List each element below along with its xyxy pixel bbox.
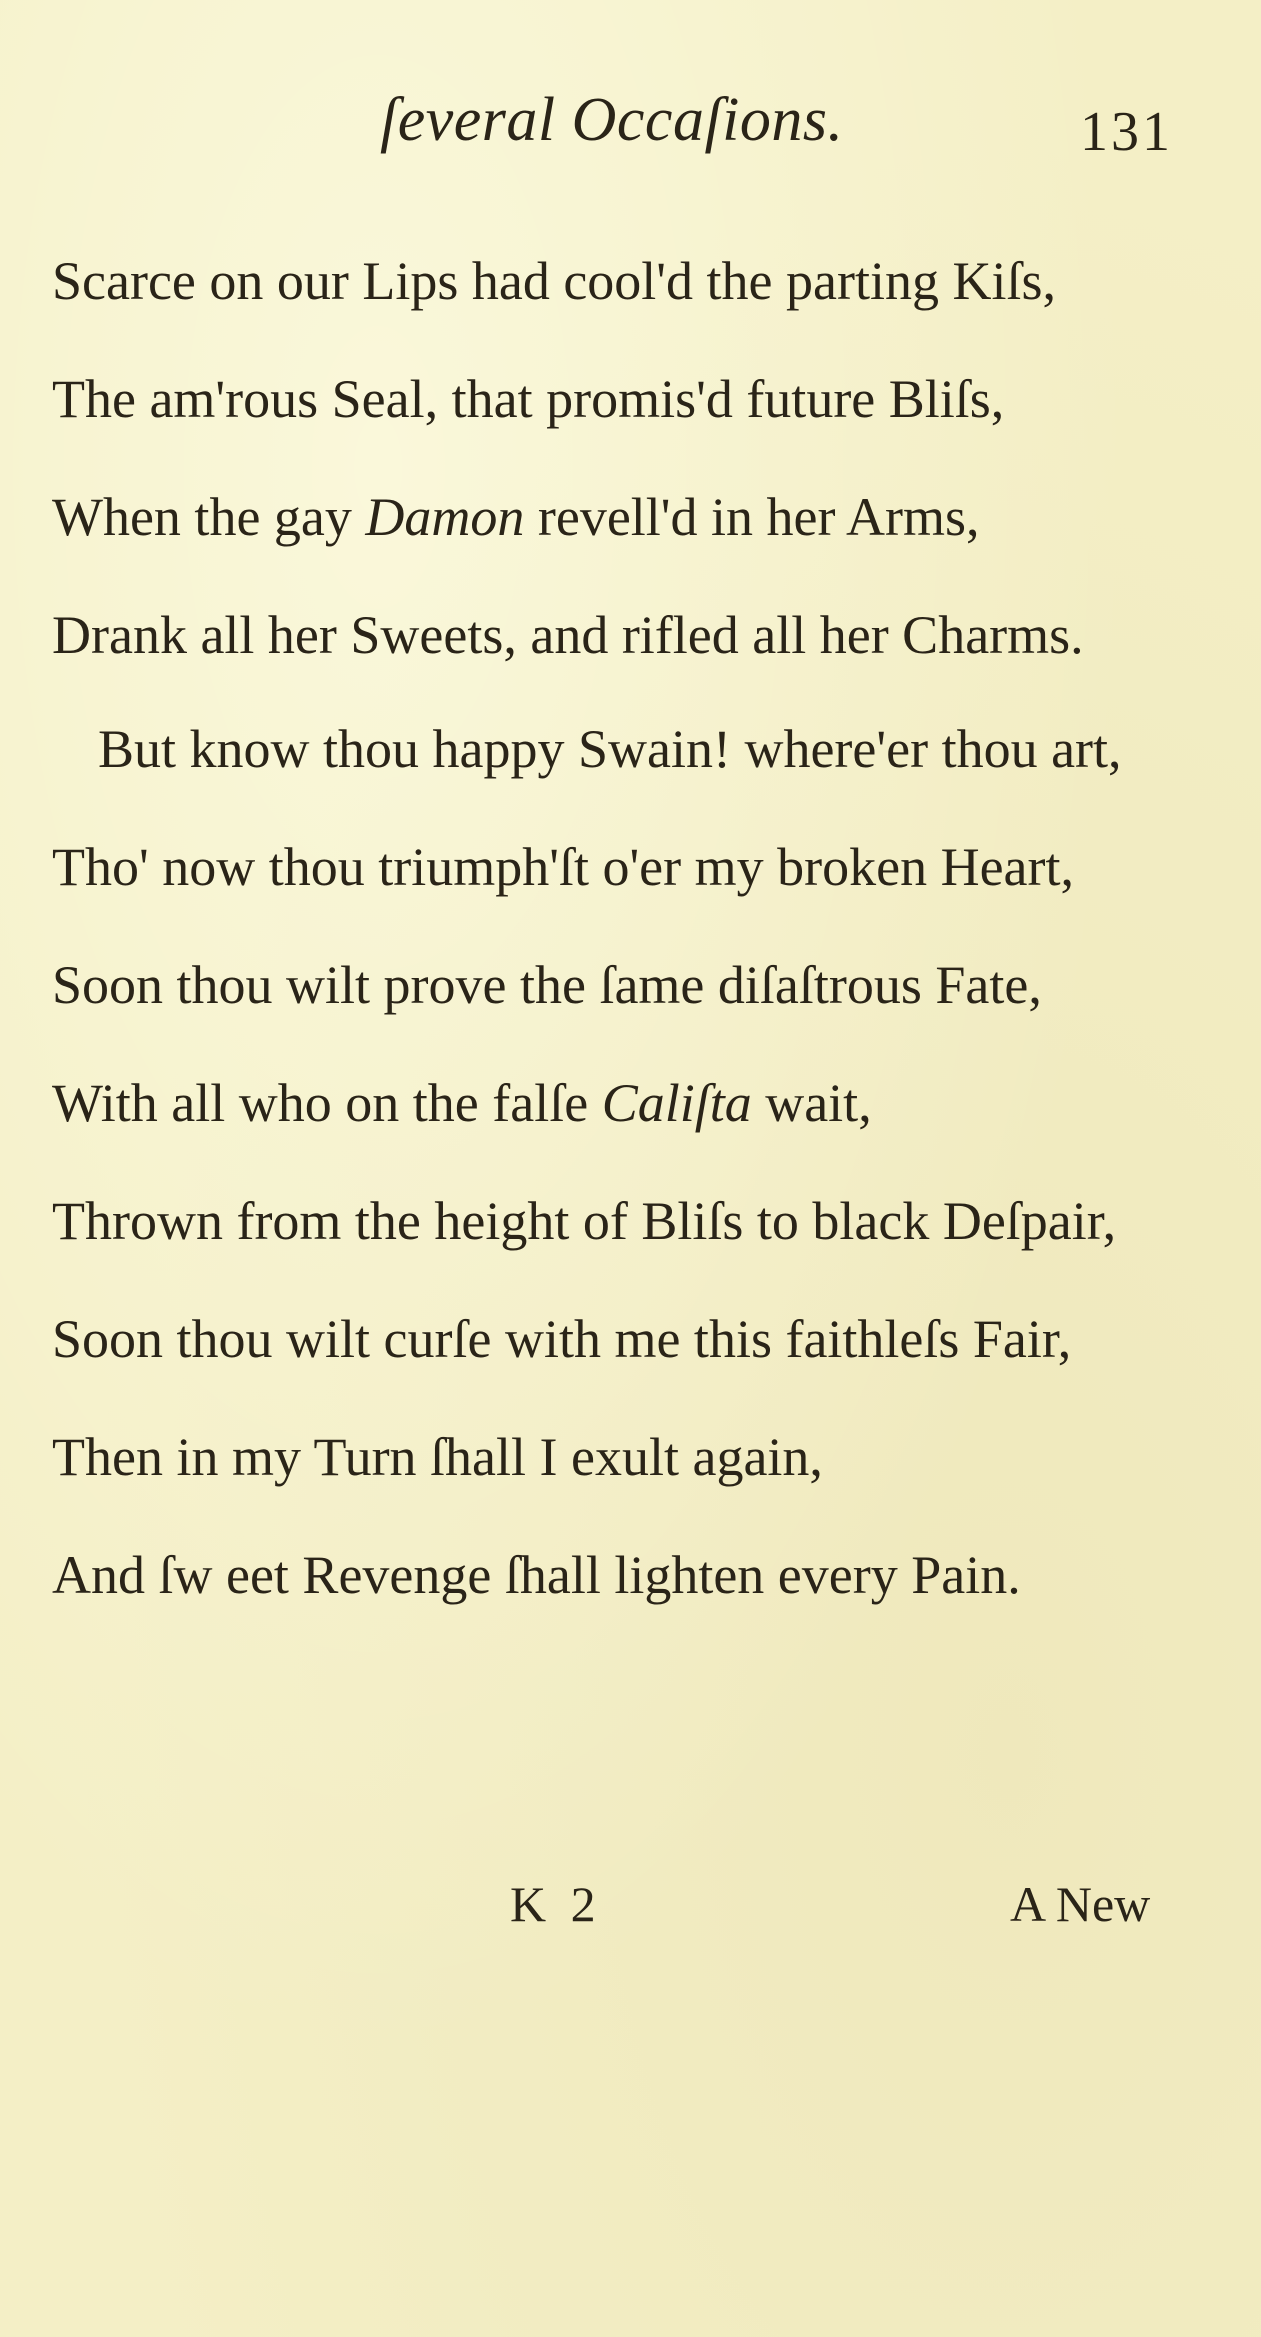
verse-line (0, 458, 1261, 576)
page-number: 131 (1080, 101, 1173, 163)
verse-segment: With all who on the falſe (52, 1073, 602, 1133)
signature-mark: K 2 (510, 1876, 602, 1932)
stanza-1 (0, 222, 1261, 694)
verse-text: Then in my Turn ſhall I exult again, (52, 1427, 823, 1487)
verse-line (0, 808, 1261, 926)
stanza-2 (0, 690, 1261, 1634)
verse-line (0, 926, 1261, 1044)
verse-line (0, 1162, 1261, 1280)
verse-segment: revell'd in her Arms, (524, 487, 980, 547)
verse-line (0, 222, 1261, 340)
page-footer (0, 1875, 1261, 1945)
verse-line (0, 576, 1261, 694)
verse-text: Tho' now thou triumph'ſt o'er my broken Heart, (52, 837, 1074, 897)
verse-text: Soon thou wilt curſe with me this faithleſs Fair, (52, 1309, 1072, 1369)
verse-segment: wait, (751, 1073, 872, 1133)
verse-line (0, 1044, 1261, 1162)
verse-text: The am'rous Seal, that promis'd future Bliſs, (52, 369, 1005, 429)
verse-line (0, 1398, 1261, 1516)
verse-text: Scarce on our Lips had cool'd the parting Kiſs, (52, 251, 1056, 311)
verse-text (0, 1044, 872, 1162)
verse-text (0, 458, 980, 576)
verse-text: Drank all her Sweets, and rifled all her Charms. (52, 605, 1084, 665)
verse-name-italic: Caliſta (601, 1073, 752, 1133)
verse-text: But know thou happy Swain! where'er thou art, (98, 719, 1122, 779)
verse-text: And ſw eet Revenge ſhall lighten every Pain. (52, 1545, 1021, 1605)
verse-line (0, 690, 1261, 808)
verse-line (0, 340, 1261, 458)
running-head: ſeveral Occaſions. (380, 86, 844, 154)
verse-text: Soon thou wilt prove the ſame diſaſtrous Fate, (52, 955, 1042, 1015)
catchword: A New (1010, 1876, 1151, 1932)
verse-name-italic: Damon (365, 487, 525, 547)
verse-segment: When the gay (52, 487, 366, 547)
verse-text: Thrown from the height of Bliſs to black Deſpair, (52, 1191, 1117, 1251)
verse-line (0, 1516, 1261, 1634)
verse-line (0, 1280, 1261, 1398)
